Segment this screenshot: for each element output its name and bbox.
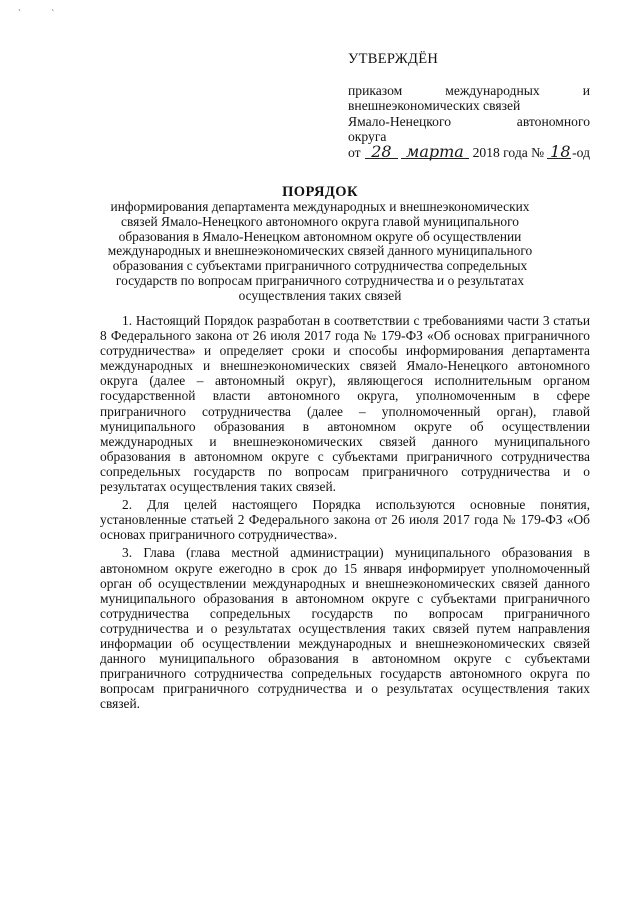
handwritten-month: марта: [401, 145, 468, 159]
approval-title: УТВЕРЖДЁН: [348, 51, 439, 67]
approval-date-line: [348, 142, 590, 162]
scan-marks: ` `: [18, 8, 69, 18]
handwritten-day: 28: [365, 145, 399, 159]
order-suffix: -од: [572, 145, 590, 161]
approval-line-4: округа: [348, 128, 387, 144]
date-year: 2018 года №: [472, 145, 545, 161]
paragraph-2: 2. Для целей настоящего Порядка используются основные понятия, установленные статьей 2 Федерального закона от 26 июля 2017 года № 179-ФЗ «Об основах приграничного сотрудничества».: [100, 497, 590, 543]
approval-line-2: внешнеэкономических связей: [348, 98, 521, 114]
paragraph-3: 3. Глава (глава местной администрации) муниципального образования в автономном округе ежегодно в срок до 15 января информирует уполномоченный орган об осуществлении международных и внешнеэкономических связей данного муниципального образования в автономном округе с субъектами приграничного сотрудничества сопредельных государств по вопросам приграничного сотрудничества и о результатах осуществления таких связей путем направления информации об осуществлении международных и внешнеэкономических связей данного муниципального образования в автономном округе с субъектами приграничного сотрудничества сопредельных государств автономного округа по вопросам приграничного сотрудничества и о результатах осуществления таких связей.: [100, 545, 590, 712]
approval-block: [348, 52, 590, 160]
paragraph-1: 1. Настоящий Порядок разработан в соответствии с требованиями части 3 статьи 8 Федерального закона от 26 июля 2017 года № 179-ФЗ «Об основах приграничного сотрудничества» и определяет сроки и способы информирования департамента международных и внешнеэкономических связей Ямало-Ненецкого автономного округа (далее – автономный округ), являющегося исполнительным органом государственной власти автономного округа, уполномоченным в сфере приграничного сотрудничества (далее – уполномоченный орган), главой муниципального образования в автономном округе об осуществлении международных и внешнеэкономических связей данного муниципального образования в автономном округе с субъектами приграничного сотрудничества сопредельных государств по вопросам приграничного сотрудничества и о результатах осуществления таких связей.: [100, 313, 590, 495]
handwritten-order-number: 18: [547, 145, 571, 159]
document-subtitle: информирования департамента международных и внешнеэкономических связей Ямало-Ненецкого автономного округа главой муниципального образования в Ямало-Ненецком автономном округе об осуществлении международных и внешнеэкономических связей данного муниципального образования с субъектами приграничного сотрудничества сопредельных государств по вопросам приграничного сотрудничества и о результатах осуществления таких связей: [107, 199, 533, 303]
document-title: ПОРЯДОК: [282, 184, 358, 200]
document-body: [100, 313, 590, 714]
approval-line-3: Ямало-Ненецкого автономного: [348, 113, 590, 129]
date-prefix: от: [348, 145, 361, 161]
approval-line-1: приказом международных и: [348, 83, 590, 99]
